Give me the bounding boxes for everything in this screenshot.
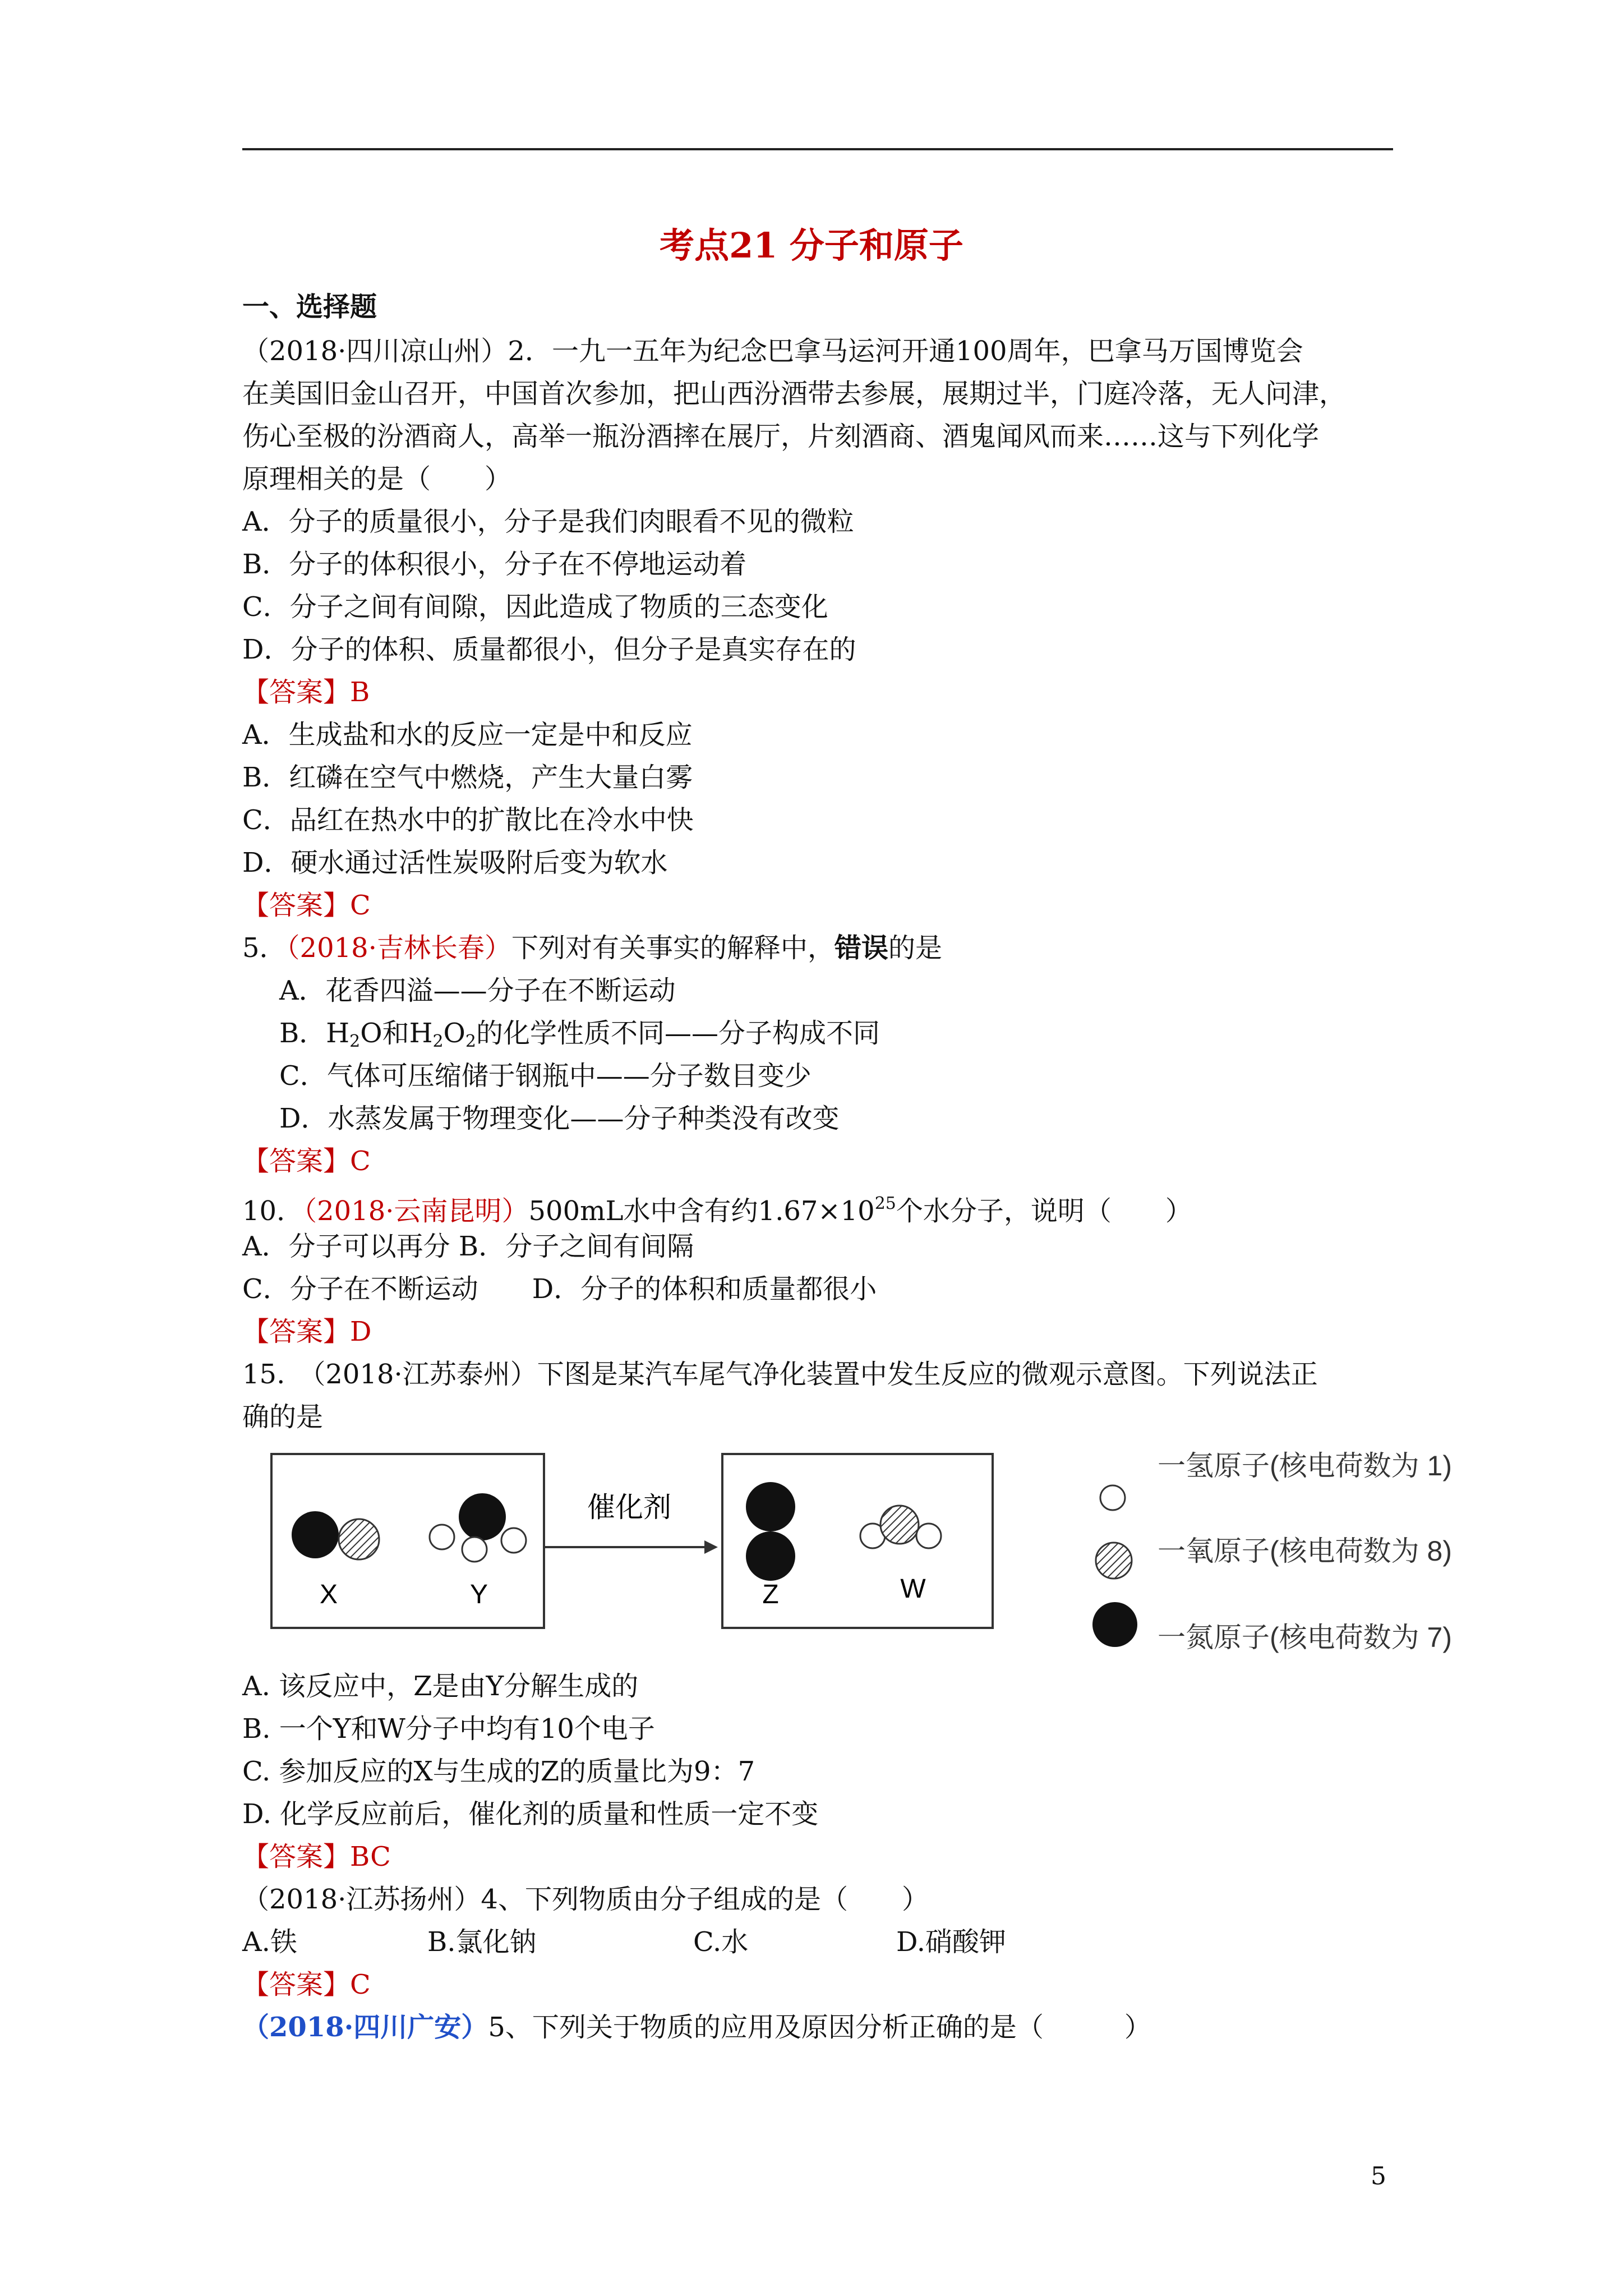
q5b-stem bbox=[242, 2006, 1420, 2049]
q10-answer bbox=[242, 1310, 1420, 1353]
subscript: 2 bbox=[432, 1032, 444, 1051]
q4-option-c: C.水 bbox=[693, 1926, 749, 1958]
answer-label: 【答案】 bbox=[242, 1316, 351, 1347]
legend-nitrogen-atom bbox=[1092, 1602, 1137, 1647]
q5-stem-bold: 错误 bbox=[834, 932, 888, 964]
q5-optb-text: O和H bbox=[360, 1018, 433, 1049]
hydrogen-atom bbox=[430, 1525, 454, 1549]
arrow-head bbox=[704, 1540, 718, 1554]
q10-number: 10． bbox=[242, 1195, 304, 1227]
nitrogen-atom bbox=[746, 1482, 795, 1531]
q2-stem-line-4: 原理相关的是（ ） bbox=[242, 463, 512, 495]
misc-option-d: D．硬水通过活性炭吸附后变为软水 bbox=[242, 847, 668, 878]
q2-option-b: B．分子的体积很小，分子在不停地运动着 bbox=[242, 549, 747, 580]
q5-stem bbox=[242, 927, 1420, 969]
q5-source: （2018·吉林长春） bbox=[286, 932, 511, 964]
q10-options-line-1: A．分子可以再分 B．分子之间有间隔 bbox=[242, 1231, 694, 1262]
q2-stem-line-2: 在美国旧金山召开，中国首次参加，把山西汾酒带去参展，展期过半，门庭冷落，无人问津， bbox=[242, 378, 1347, 409]
label-z: Z bbox=[762, 1580, 779, 1609]
q5b-source: （2018·四川广安） bbox=[242, 2012, 488, 2043]
q10-source: （2018·云南昆明） bbox=[303, 1195, 529, 1227]
q5-option-b bbox=[242, 1012, 1420, 1055]
legend-nitrogen-label: 一氮原子(核电荷数为 7) bbox=[1158, 1622, 1452, 1653]
answer-value: C bbox=[350, 1969, 371, 2000]
q5-stem-pre: 下列对有关事实的解释中， bbox=[511, 932, 834, 964]
hydrogen-atom bbox=[916, 1524, 941, 1548]
answer-label: 【答案】 bbox=[242, 1969, 351, 2000]
q4-option-a: A.铁 bbox=[242, 1926, 297, 1958]
superscript: 25 bbox=[874, 1194, 896, 1213]
nitrogen-atom bbox=[459, 1493, 506, 1540]
q4-stem: （2018·江苏扬州）4、下列物质由分子组成的是（ ） bbox=[242, 1884, 929, 1915]
q5-number: 5． bbox=[242, 932, 287, 964]
question-body bbox=[242, 330, 1452, 2049]
answer-value: B bbox=[350, 677, 370, 708]
legend-hydrogen-atom bbox=[1100, 1485, 1125, 1510]
misc-option-c: C．品红在热水中的扩散比在冷水中快 bbox=[242, 804, 694, 836]
legend-oxygen-label: 一氧原子(核电荷数为 8) bbox=[1158, 1535, 1452, 1567]
header-rule bbox=[242, 148, 1393, 150]
q5-option-d: D．水蒸发属于物理变化——分子种类没有改变 bbox=[279, 1103, 840, 1134]
q10-stem-post: 个水分子，说明（ ） bbox=[896, 1195, 1192, 1227]
q5-option-c: C．气体可压缩储于钢瓶中——分子数目变少 bbox=[279, 1060, 811, 1092]
subscript: 2 bbox=[349, 1032, 361, 1051]
label-w: W bbox=[900, 1574, 926, 1604]
answer-value: D bbox=[350, 1316, 372, 1347]
reaction-diagram bbox=[242, 1451, 1452, 1659]
answer-label: 【答案】 bbox=[242, 1841, 351, 1872]
q5-optb-text: O bbox=[443, 1018, 465, 1049]
q15-answer bbox=[242, 1835, 1420, 1878]
q5-stem-post: 的是 bbox=[888, 932, 943, 964]
misc-option-b: B．红磷在空气中燃烧，产生大量白雾 bbox=[242, 762, 693, 793]
q4-answer bbox=[242, 1963, 1420, 2006]
answer-label: 【答案】 bbox=[242, 677, 351, 708]
q15-option-a: A. 该反应中，Z是由Y分解生成的 bbox=[242, 1671, 639, 1702]
q15-option-b: B. 一个Y和W分子中均有10个电子 bbox=[242, 1713, 655, 1745]
catalyst-label: 催化剂 bbox=[587, 1492, 671, 1523]
hydrogen-atom bbox=[462, 1537, 487, 1562]
q2-stem-line-3: 伤心至极的汾酒商人，高举一瓶汾酒摔在展厅，片刻酒商、酒鬼闻风而来……这与下列化学 bbox=[242, 421, 1320, 452]
q15-stem-line-1: 15. （2018·江苏泰州）下图是某汽车尾气净化装置中发生反应的微观示意图。下列说法正 bbox=[242, 1359, 1318, 1390]
page-number: 5 bbox=[1371, 2162, 1386, 2191]
page-title: 考点21 分子和原子 bbox=[660, 225, 963, 266]
misc-answer bbox=[242, 884, 1420, 927]
q4-option-b: B.氯化钠 bbox=[427, 1926, 537, 1958]
legend-hydrogen-label: 一氢原子(核电荷数为 1) bbox=[1158, 1451, 1452, 1481]
legend-oxygen-atom bbox=[1096, 1543, 1132, 1579]
q4-options bbox=[242, 1921, 1420, 1963]
answer-value: BC bbox=[350, 1841, 391, 1872]
q4-option-d: D.硝酸钾 bbox=[896, 1926, 1007, 1958]
q10-options-line-2: C．分子在不断运动 D．分子的体积和质量都很小 bbox=[242, 1273, 877, 1305]
subscript: 2 bbox=[465, 1032, 476, 1051]
nitrogen-atom bbox=[292, 1511, 339, 1558]
answer-label: 【答案】 bbox=[242, 1145, 351, 1177]
q15-option-d: D. 化学反应前后，催化剂的质量和性质一定不变 bbox=[242, 1798, 819, 1830]
q2-option-c: C．分子之间有间隙，因此造成了物质的三态变化 bbox=[242, 591, 828, 623]
section-heading: 一、选择题 bbox=[242, 291, 377, 323]
q10-stem bbox=[242, 1182, 1420, 1225]
answer-value: C bbox=[350, 1145, 371, 1177]
misc-option-a: A．生成盐和水的反应一定是中和反应 bbox=[242, 719, 693, 751]
q5-answer bbox=[242, 1140, 1420, 1182]
q5-optb-text: 的化学性质不同——分子构成不同 bbox=[476, 1018, 880, 1049]
q15-stem-line-2: 确的是 bbox=[242, 1401, 324, 1433]
label-y: Y bbox=[469, 1580, 488, 1609]
q2-option-a: A．分子的质量很小，分子是我们肉眼看不见的微粒 bbox=[242, 506, 854, 537]
q2-option-d: D．分子的体积、质量都很小，但分子是真实存在的 bbox=[242, 634, 856, 665]
q2-answer bbox=[242, 671, 1420, 714]
answer-label: 【答案】 bbox=[242, 890, 351, 921]
q10-stem-pre: 500mL水中含有约1.67×10 bbox=[528, 1195, 875, 1227]
q2-stem-line-1: （2018·四川凉山州）2．一九一五年为纪念巴拿马运河开通100周年，巴拿马万国博览会 bbox=[242, 335, 1303, 367]
oxygen-atom bbox=[339, 1519, 379, 1559]
q15-option-c: C. 参加反应的X与生成的Z的质量比为9：7 bbox=[242, 1756, 755, 1787]
q5b-stem-text: 5、下列关于物质的应用及原因分析正确的是（ ） bbox=[488, 2012, 1151, 2043]
nitrogen-atom bbox=[746, 1531, 795, 1581]
hydrogen-atom bbox=[501, 1528, 526, 1553]
label-x: X bbox=[319, 1580, 338, 1609]
answer-value: C bbox=[350, 890, 371, 921]
oxygen-atom bbox=[880, 1506, 919, 1544]
q5-optb-text: B．H bbox=[279, 1018, 350, 1049]
q5-option-a: A．花香四溢——分子在不断运动 bbox=[279, 975, 676, 1006]
